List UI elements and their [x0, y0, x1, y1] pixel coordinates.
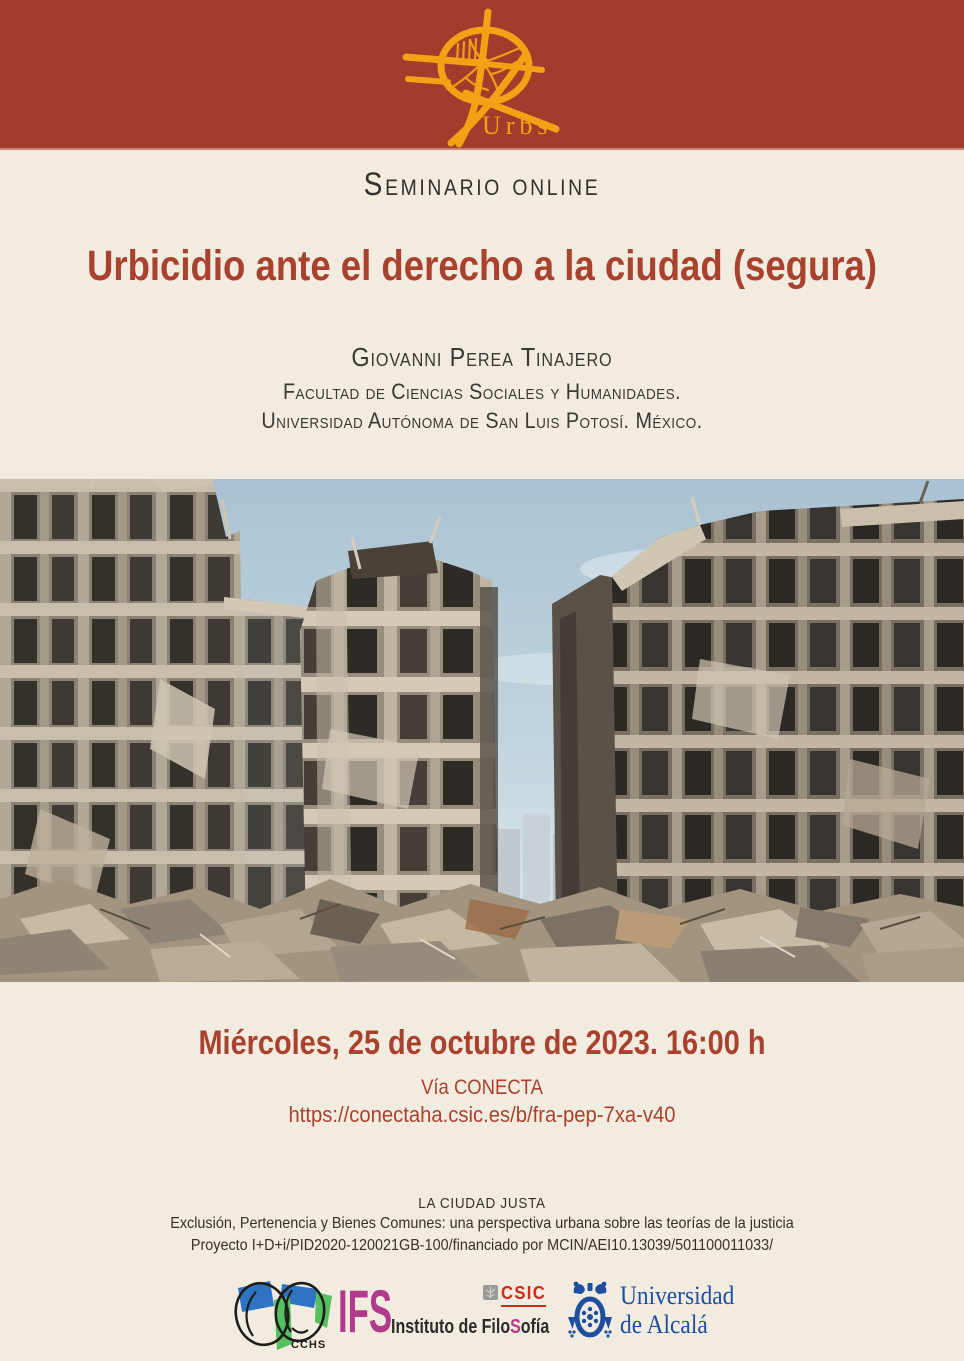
speaker-name: Giovanni Perea Tinajero	[351, 342, 613, 372]
uah-logo-line1: Universidad	[620, 1281, 735, 1310]
project-subtitle: Exclusión, Pertenencia y Bienes Comunes: una perspectiva urbana sobre las teorías de la justicia	[170, 1215, 794, 1232]
event-platform: Vía CONECTA	[421, 1076, 543, 1099]
seminar-type-label: Seminario online	[363, 166, 601, 202]
project-funding: Proyecto I+D+i/PID2020-120021GB-100/financiado por MCIN/AEI10.13039/501100011033/	[190, 1237, 774, 1254]
cchs-logo-label: CCHS	[291, 1339, 327, 1351]
csic-logo-label: CSIC	[501, 1283, 546, 1307]
csic-tree-icon	[483, 1285, 498, 1300]
ifs-logo-s: S	[510, 1316, 521, 1338]
event-url-link[interactable]: https://conectaha.csic.es/b/fra-pep-7xa-v40	[288, 1102, 676, 1127]
uah-logo-line2: de Alcalá	[620, 1310, 708, 1339]
ruined-city-photo	[0, 479, 964, 982]
right-building	[612, 481, 964, 949]
page-title: Urbicidio ante el derecho a la ciudad (segura)	[86, 242, 878, 290]
speaker-affiliation-faculty: Facultad de Ciencias Sociales y Humanidades.	[282, 379, 682, 404]
csic-logo	[483, 1283, 550, 1307]
speaker-affiliation-university: Universidad Autónoma de San Luis Potosí. México.	[261, 408, 703, 433]
urbs-logo-label: Urbs	[482, 111, 553, 140]
header-band	[0, 0, 964, 150]
event-datetime: Miércoles, 25 de octubre de 2023. 16:00 h	[198, 1024, 766, 1062]
cchs-logo	[230, 1276, 336, 1354]
ifs-logo-name: Instituto de FiloSofía	[391, 1316, 550, 1338]
uah-logo-name	[620, 1281, 734, 1339]
urbs-globe-icon	[388, 0, 578, 150]
project-name: LA CIUDAD JUSTA	[418, 1195, 546, 1212]
uah-crest-icon	[566, 1279, 614, 1345]
center-tower	[300, 517, 498, 931]
ifs-logo-acronym: IFS	[338, 1278, 393, 1345]
